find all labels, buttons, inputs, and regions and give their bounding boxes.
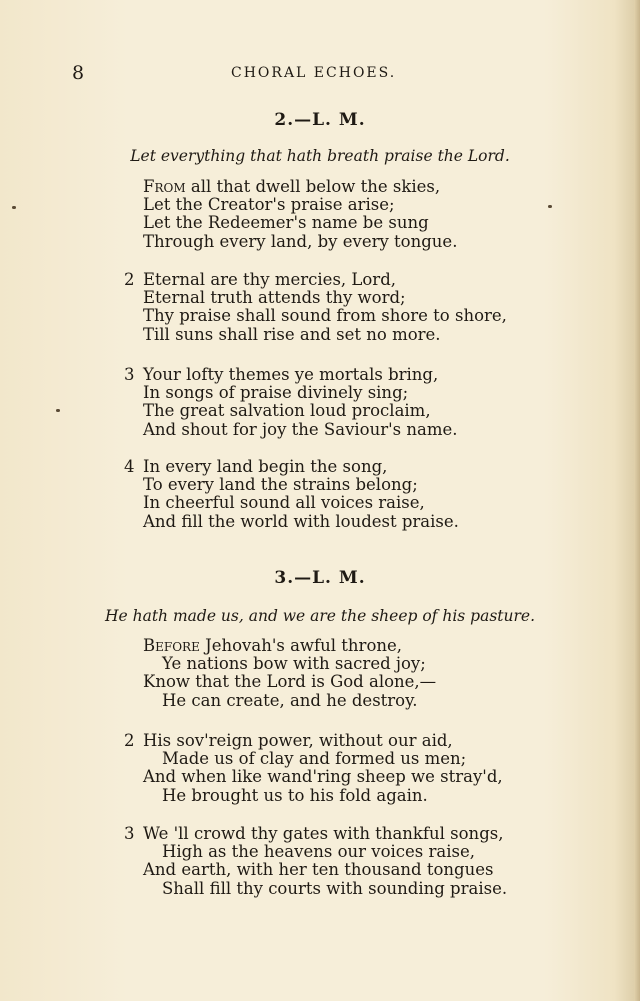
verse-line <box>124 271 544 289</box>
verse-line <box>124 458 544 476</box>
verse-line <box>124 178 544 196</box>
verse-line-text: Eternal are thy mercies, Lord, <box>143 270 396 289</box>
verse-line-text: And shout for joy the Saviour's name. <box>143 419 458 439</box>
ink-speck <box>12 206 16 209</box>
ink-speck <box>548 205 552 208</box>
verse-line <box>124 476 544 494</box>
verse-line <box>124 637 544 655</box>
verse-line-text: And when like wand'ring sheep we stray'd, <box>143 767 503 787</box>
verse <box>124 271 544 344</box>
verse <box>124 732 544 805</box>
verse <box>124 178 544 251</box>
hymn-epigraph: He hath made us, and we are the sheep of his pasture. <box>104 607 536 625</box>
verse-line <box>124 307 544 325</box>
verse-number: 2 <box>124 270 135 289</box>
verse-first-word: Before <box>143 636 200 655</box>
verse-line-text: High as the heavens our voices raise, <box>162 842 475 862</box>
verse-line <box>124 692 544 710</box>
verse-line <box>124 732 544 750</box>
verse-line <box>124 673 544 691</box>
verse-line <box>124 655 544 673</box>
verse-line-text: And fill the world with loudest praise. <box>143 511 459 531</box>
verse-line <box>124 494 544 512</box>
verse-line-text: His sov'reign power, without our aid, <box>143 731 453 750</box>
verse-line-text: And earth, with her ten thousand tongues <box>143 860 494 880</box>
verse-line <box>124 326 544 344</box>
verse-line-text: He brought us to his fold again. <box>162 785 428 805</box>
verse <box>124 825 544 898</box>
verse-line-text: Till suns shall rise and set no more. <box>143 324 441 344</box>
verse-line <box>124 880 544 898</box>
verse-line <box>124 214 544 232</box>
verse-line <box>124 289 544 307</box>
verse-number: 3 <box>124 365 135 384</box>
verse-line <box>124 750 544 768</box>
page-header <box>0 62 640 86</box>
verse <box>124 458 544 531</box>
hymn-title: 3.—L. M. <box>274 568 366 588</box>
verse-line-text: Your lofty themes ye mortals bring, <box>143 365 439 384</box>
verse-line-text: Made us of clay and formed us men; <box>162 749 467 769</box>
verse-line-text: Through every land, by every tongue. <box>143 231 458 251</box>
verse-line <box>124 768 544 786</box>
verse-line-text: The great salvation loud proclaim, <box>143 401 431 421</box>
verse <box>124 366 544 439</box>
verse-line <box>124 233 544 251</box>
running-title: CHORAL ECHOES. <box>231 65 397 81</box>
verse-line <box>124 513 544 531</box>
verse-line-text: Ye nations bow with sacred joy; <box>162 654 426 674</box>
hymn-epigraph: Let everything that hath breath praise the Lord. <box>130 147 510 165</box>
page-number: 8 <box>72 62 85 84</box>
verse <box>124 637 544 710</box>
verse-line-text: Know that the Lord is God alone,— <box>143 672 437 692</box>
verse-line <box>124 861 544 879</box>
verse-number: 3 <box>124 824 135 843</box>
verse-line <box>124 787 544 805</box>
verse-line-text: From all that dwell below the skies, <box>143 177 441 196</box>
verse-line <box>124 825 544 843</box>
verse-line-text: Before Jehovah's awful throne, <box>143 636 403 655</box>
verse-line <box>124 384 544 402</box>
verse-line-text: He can create, and he destroy. <box>162 690 418 710</box>
verse-line-text: Let the Redeemer's name be sung <box>143 213 429 233</box>
verse-number: 2 <box>124 731 135 750</box>
verse-number: 4 <box>124 457 135 476</box>
verse-line-text: In songs of praise divinely sing; <box>143 383 409 403</box>
verse-line <box>124 843 544 861</box>
verse-line-text: Eternal truth attends thy word; <box>143 288 406 308</box>
verse-line-text: In cheerful sound all voices raise, <box>143 493 425 513</box>
verse-first-word: From <box>143 177 186 196</box>
verse-line-text: In every land begin the song, <box>143 457 388 476</box>
verse-line <box>124 366 544 384</box>
ink-speck <box>56 409 60 412</box>
verse-line <box>124 196 544 214</box>
verse-line-text: To every land the strains belong; <box>143 475 418 495</box>
verse-line <box>124 402 544 420</box>
verse-line-text: Thy praise shall sound from shore to shore, <box>143 306 507 326</box>
verse-line-text: Shall fill thy courts with sounding praise. <box>162 878 508 898</box>
verse-line-text: Let the Creator's praise arise; <box>143 195 395 215</box>
verse-line-text: We 'll crowd thy gates with thankful songs, <box>143 824 504 843</box>
verse-line <box>124 421 544 439</box>
hymn-title: 2.—L. M. <box>274 110 366 130</box>
